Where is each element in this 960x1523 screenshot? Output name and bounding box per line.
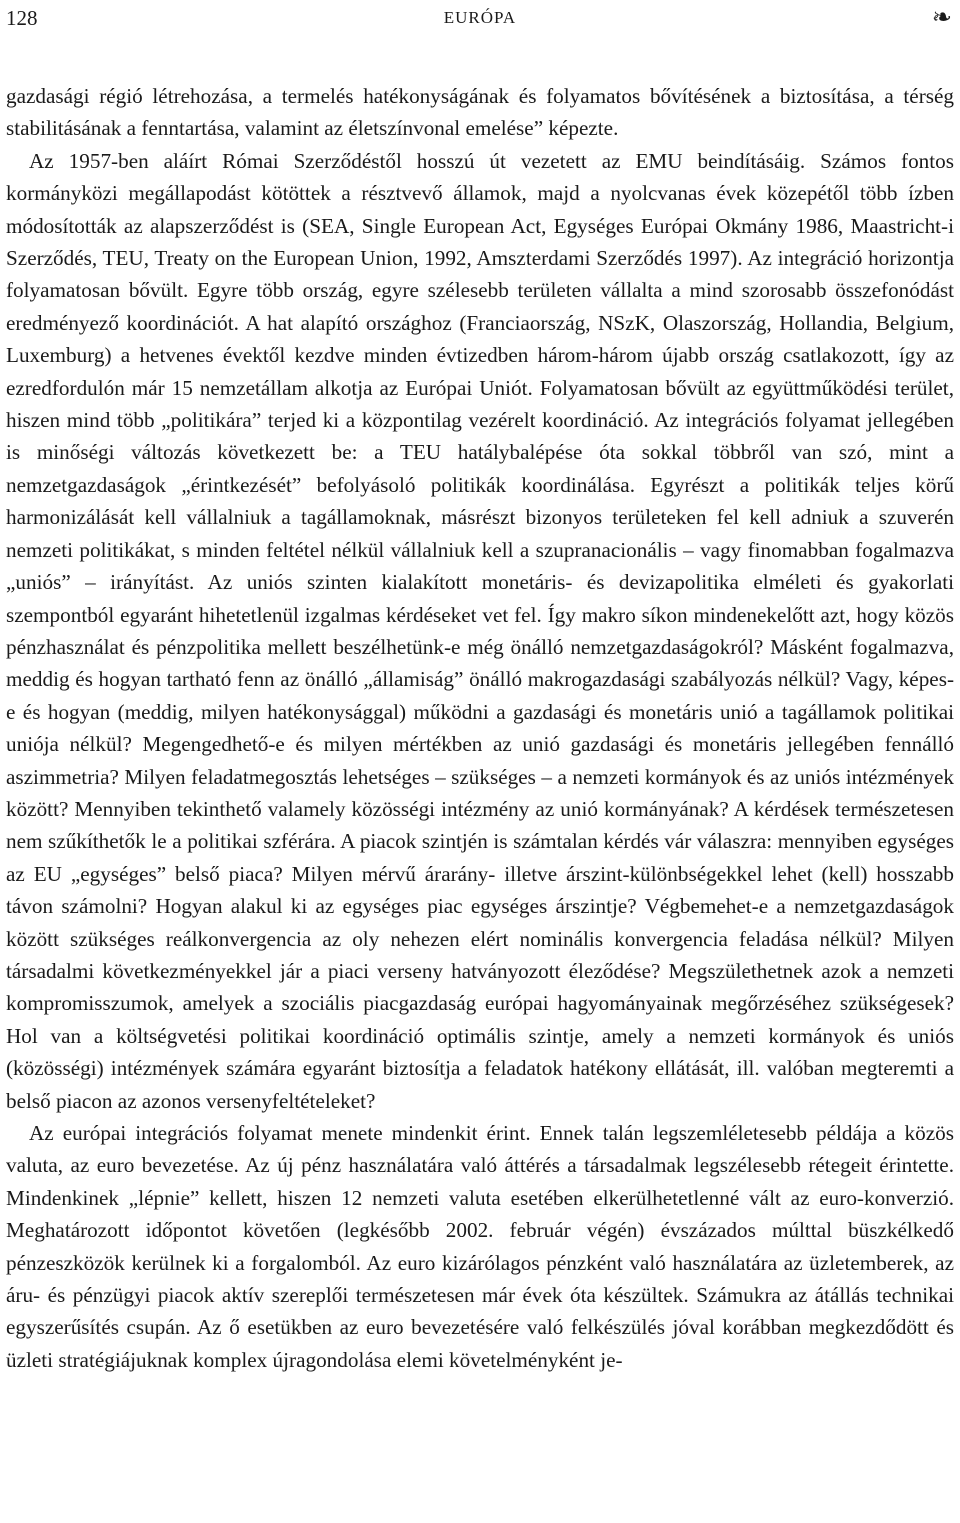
article-body [6, 80, 954, 1376]
fleuron-ornament-icon: ❧ [931, 5, 952, 31]
paragraph-continued: gazdasági régió létrehozása, a termelés hatékonyságának és folyamatos bővítésének a biztosítása, a térség stabilitásának a fenntartása, valamint az életszínvonal emelése” képezte. [6, 84, 954, 141]
running-title: EURÓPA [443, 8, 517, 27]
page-number: 128 [6, 6, 38, 30]
paragraph-treaty-history: Az 1957-ben aláírt Római Szerződéstől hosszú út vezetett az EMU beindításáig. Számos fontos kormányközi megállapodást kötöttek a résztvevő államok, majd a nyolcvanas évek közepétől több ízben módosították az alapszerződést is (SEA, Single European Act, Egységes Európai Okmány 1986, Maastricht-i Szerződés, TEU, Treaty on the European Union, 1992, Amszterdami Szerződés 1997). Az integráció horizontja folyamatosan bővült. Egyre több ország, egyre szélesebb területen vállalta a mind szorosabb összefonódást eredményező koordinációt. A hat alapító országhoz (Franciaország, NSzK, Olaszország, Hollandia, Belgium, Luxemburg) a hetvenes évektől kezdve minden évtizedben három-három újabb ország csatlakozott, így az ezredfordulón már 15 nemzetállam alkotja az Európai Uniót. Folyamatosan bővült az együttműködési terület, hiszen mind több „politikára” terjed ki a központilag vezérelt koordináció. Az integrációs folyamat jellegében is minőségi változás következett be: a TEU hatálybalépése óta sokkal többről van szó, mint a nemzetgazdaságok „érintkezését” befolyásoló politikák koordinálása. Egyrészt a politikák teljes körű harmonizálását kell vállalniuk a tagállamoknak, másrészt bizonyos területeken fel kell adniuk a szuverén nemzeti politikákat, s minden feltétel nélkül vállalniuk kell a szupranacionális – vagy finomabban fogalmazva „uniós” – irányítást. Az uniós szinten kialakított monetáris- és devizapolitika elméleti és gyakorlati szempontból egyaránt hihetetlenül izgalmas kérdéseket vet fel. Így makro síkon mindenekelőtt azt, hogy közös pénzhasználat és pénzpolitika mellett beszélhetünk-e még önálló nemzetgazdaságokról? Másként fogalmazva, meddig és hogyan tartható fenn az önálló „államiság” önálló makrogazdasági szabályozás nélkül? Vagy, képes-e és hogyan (meddig, milyen hatékonysággal) működni a gazdasági és monetáris unió a tagállamok politikai uniója nélkül? Megengedhető-e és milyen mértékben az unió gazdasági és monetáris jellegében fennálló aszimmetria? Milyen feladatmegosztás lehetséges – szükséges – a nemzeti kormányok és az uniós intézmények között? Mennyiben tekinthető valamely közösségi intézmény az unió kormányának? A kérdések természetesen nem szűkíthetők le a politikai szférára. A piacok szintjén is számtalan kérdés vár válaszra: mennyiben egységes az EU „egységes” belső piaca? Milyen mérvű árarány- illetve árszint-különbségekkel lehet (kell) hosszabb távon számolni? Hogyan alakul ki az egységes piac egységes árszintje? Végbemehet-e a nemzetgazdaságok között szükséges reálkonvergencia az oly nehezen elért nominális konvergencia feladása nélkül? Milyen társadalmi következményekkel jár a piaci verseny hatványozott éleződése? Megszülethetnek azok a nemzeti kompromisszumok, amelyek a szociális piacgazdaság európai hagyományainak megőrzéséhez szükségesek? Hol van a költségvetési politikai koordináció optimális szintje, amely a nemzeti kormányok és uniós (közösségi) intézmények számára egyaránt biztosítja a feladatok hatékony ellátását, ill. valóban megteremti a belső piacon az azonos versenyfeltételeket? [6, 148, 954, 1113]
paragraph-euro-introduction: Az európai integrációs folyamat menete mindenkit érint. Ennek talán legszemléletesebb példája a közös valuta, az euro bevezetése. Az új pénz használatára való áttérés a társadalmak legszélesebb rétegeit érintette. Mindenkinek „lépnie” kellett, hiszen 12 nemzeti valuta esetében elkerülhetetlenné vált az euro-konverzió. Meghatározott időpontot követően (legkésőbb 2002. február végén) évszázados múlttal büszkélkedő pénzeszközök kerülnek ki a forgalomból. Az euro kizárólagos pénzként való használatára az üzletemberek, az áru- és pénzügyi piacok aktív szereplői természetesen már évek óta készültek. Számukra az átállás technikai egyszerűsítés csupán. Az ő esetükben az euro bevezetésére való felkészülés jóval korábban megkezdődött és üzleti stratégiájuknak komplex újragondolása elemi követelményként je- [6, 1121, 954, 1372]
running-header [0, 2, 960, 34]
